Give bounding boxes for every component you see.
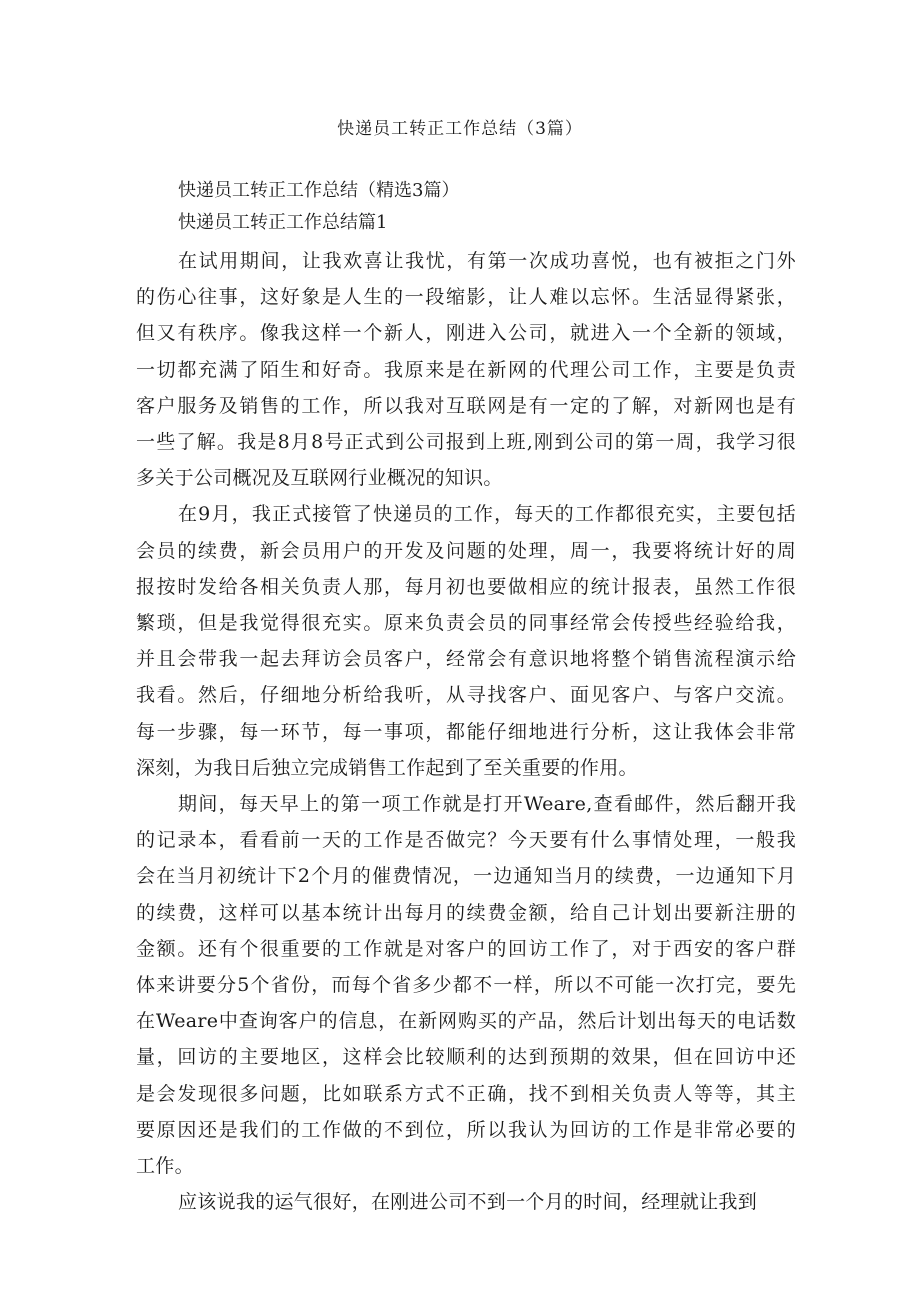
document-body xyxy=(136,175,796,1220)
paragraph-1 xyxy=(136,243,796,496)
paragraph-line: 会员的续费，新会员用户的开发及问题的处理，周一，我要将统计好的周 xyxy=(136,539,796,562)
paragraph-line: 客户服务及销售的工作，所以我对互联网是有一定的了解，对新网也是有 xyxy=(136,394,796,417)
paragraph-line: 的伤心往事，这好象是人生的一段缩影，让人难以忘怀。生活显得紧张， xyxy=(136,286,796,309)
paragraph-line: 量，回访的主要地区，这样会比较顺利的达到预期的效果，但在回访中还 xyxy=(136,1046,796,1069)
paragraph-line: 我看。然后，仔细地分析给我听，从寻找客户、面见客户、与客户交流。 xyxy=(136,684,796,707)
paragraph-line: 金额。还有个很重要的工作就是对客户的回访工作了，对于西安的客户群 xyxy=(136,937,796,960)
paragraph-line: 一些了解。我是8月8号正式到公司报到上班,刚到公司的第一周，我学习很 xyxy=(136,431,796,454)
paragraph-line: 在试用期间，让我欢喜让我忧，有第一次成功喜悦，也有被拒之门外 xyxy=(178,250,796,272)
paragraph-line: 是会发现很多问题，比如联系方式不正确，找不到相关负责人等等，其主 xyxy=(136,1082,796,1105)
document-title: 快递员工转正工作总结（3篇） xyxy=(337,119,583,139)
paragraph-line: 应该说我的运气很好，在刚进公司不到一个月的时间，经理就让我到 xyxy=(178,1191,758,1214)
paragraph-line: 每一步骤，每一环节，每一事项，都能仔细地进行分析，这让我体会非常 xyxy=(136,720,796,743)
paragraph-line: 多关于公司概况及互联网行业概况的知识。 xyxy=(136,467,503,490)
paragraph-2 xyxy=(136,496,796,786)
paragraph-line: 工作。 xyxy=(136,1155,194,1178)
paragraph-line: 一切都充满了陌生和好奇。我原来是在新网的代理公司工作，主要是负责 xyxy=(136,358,796,381)
paragraph-line: 体来讲要分5个省份，而每个省多少都不一样，所以不可能一次打完，要先 xyxy=(136,974,796,997)
paragraph-4 xyxy=(136,1184,796,1220)
paragraph-line: 在Weare中查询客户的信息，在新网购买的产品，然后计划出每天的电话数 xyxy=(136,1010,796,1033)
paragraph-line: 的记录本，看看前一天的工作是否做完？今天要有什么事情处理，一般我 xyxy=(136,829,796,852)
paragraph-line: 并且会带我一起去拜访会员客户，经常会有意识地将整个销售流程演示给 xyxy=(136,648,796,671)
paragraph-line: 报按时发给各相关负责人那，每月初也要做相应的统计报表，虽然工作很 xyxy=(136,575,796,598)
section-heading: 快递员工转正工作总结篇1 xyxy=(178,212,388,233)
paragraph-line: 的续费，这样可以基本统计出每月的续费金额，给自己计划出要新注册的 xyxy=(136,901,796,924)
paragraph-line: 会在当月初统计下2个月的催费情况，一边通知当月的续费，一边通知下月 xyxy=(136,865,796,888)
paragraph-line: 要原因还是我们的工作做的不到位，所以我认为回访的工作是非常必要的 xyxy=(136,1118,796,1141)
document-subtitle: 快递员工转正工作总结（精选3篇） xyxy=(178,180,460,201)
paragraph-3 xyxy=(136,786,796,1184)
paragraph-line: 深刻，为我日后独立完成销售工作起到了至关重要的作用。 xyxy=(136,756,638,779)
paragraph-line: 但又有秩序。像我这样一个新人，刚进入公司，就进入一个全新的领域， xyxy=(136,322,796,345)
paragraph-line: 在9月，我正式接管了快递员的工作，每天的工作都很充实，主要包括 xyxy=(178,503,796,526)
paragraph-line: 繁琐，但是我觉得很充实。原来负责会员的同事经常会传授些经验给我， xyxy=(136,612,796,635)
paragraph-line: 期间，每天早上的第一项工作就是打开Weare,查看邮件，然后翻开我 xyxy=(178,793,796,816)
